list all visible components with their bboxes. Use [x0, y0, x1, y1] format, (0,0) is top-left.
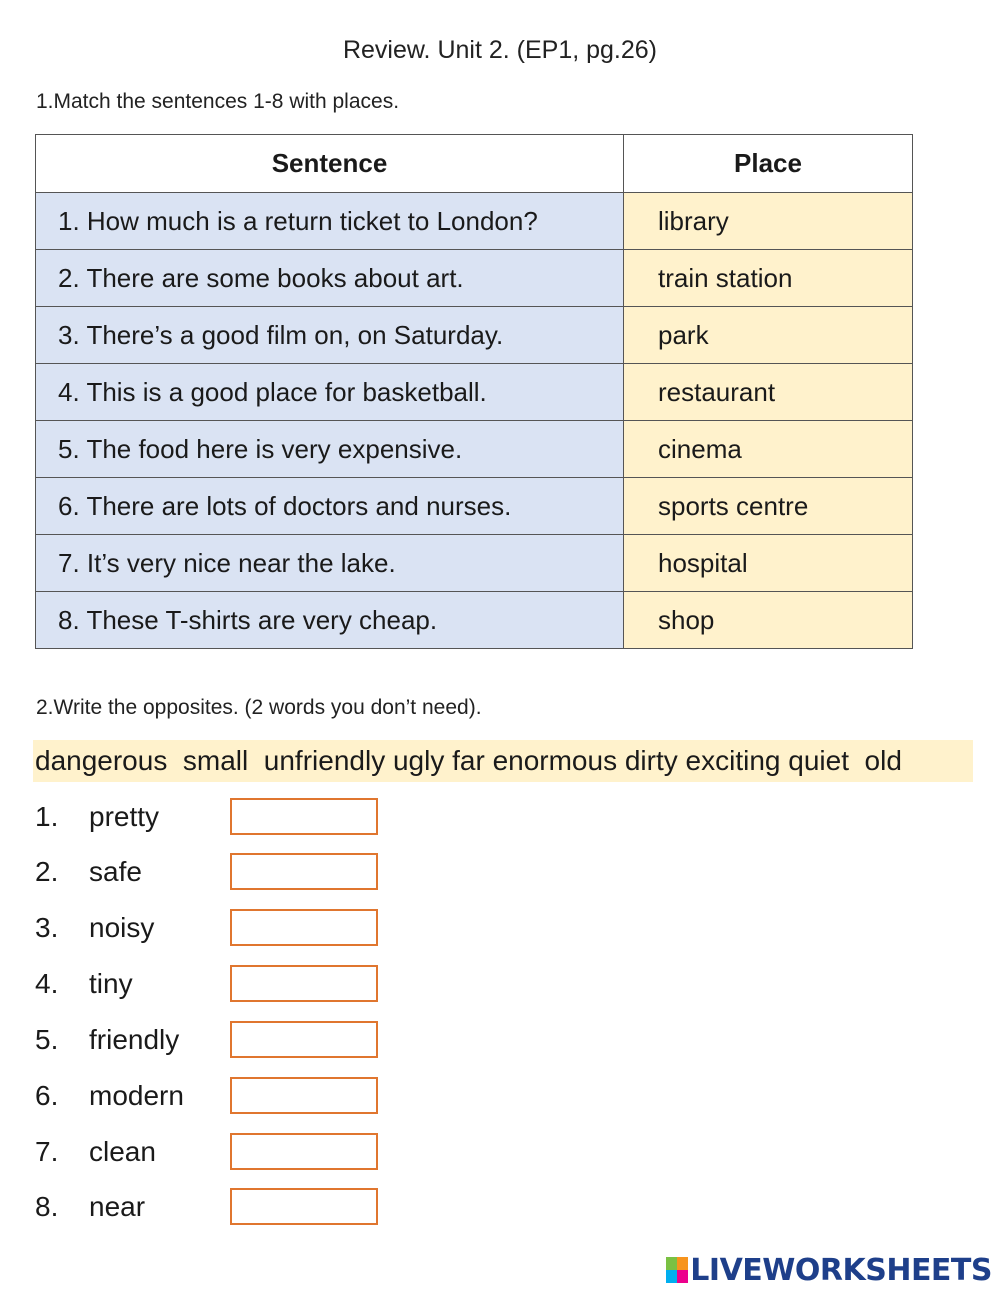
item-word: tiny: [89, 968, 133, 999]
match-table: [35, 134, 913, 649]
item-number: 4.: [35, 968, 59, 999]
place-cell[interactable]: sports centre: [624, 478, 913, 535]
sentence-cell: 7. It’s very nice near the lake.: [36, 535, 624, 592]
answer-input[interactable]: [230, 1021, 378, 1058]
place-column-header: Place: [624, 135, 913, 193]
page-title: Review. Unit 2. (EP1, pg.26): [342, 36, 658, 64]
table-row: [36, 193, 913, 250]
table-row: [36, 364, 913, 421]
exercise-1-instruction: 1.Match the sentences 1-8 with places.: [36, 90, 400, 113]
opposite-item: [35, 1188, 395, 1226]
item-number: 3.: [35, 912, 59, 943]
sentence-cell: 8. These T-shirts are very cheap.: [36, 592, 624, 649]
sentence-cell: 1. How much is a return ticket to London?: [36, 193, 624, 250]
item-number: 6.: [35, 1080, 59, 1111]
table-row: [36, 535, 913, 592]
table-row: [36, 478, 913, 535]
answer-input[interactable]: [230, 1133, 378, 1170]
place-cell[interactable]: library: [624, 193, 913, 250]
item-number: 2.: [35, 856, 59, 887]
word-bank: dangerous small unfriendly ugly far enormous dirty exciting quiet old: [33, 740, 973, 782]
opposite-item: [35, 965, 395, 1003]
place-cell[interactable]: hospital: [624, 535, 913, 592]
place-cell[interactable]: shop: [624, 592, 913, 649]
item-word: safe: [89, 856, 142, 887]
place-cell[interactable]: park: [624, 307, 913, 364]
liveworksheets-logo-icon: [666, 1257, 688, 1283]
place-cell[interactable]: restaurant: [624, 364, 913, 421]
answer-input[interactable]: [230, 1188, 378, 1225]
opposite-item: [35, 798, 395, 836]
sentence-cell: 2. There are some books about art.: [36, 250, 624, 307]
table-row: [36, 592, 913, 649]
brand-name: LIVEWORKSHEETS: [690, 1252, 992, 1288]
answer-input[interactable]: [230, 853, 378, 890]
answer-input[interactable]: [230, 909, 378, 946]
item-word: near: [89, 1191, 146, 1222]
item-number: 1.: [35, 801, 59, 832]
table-header-row: [36, 135, 913, 193]
answer-input[interactable]: [230, 965, 378, 1002]
place-cell[interactable]: cinema: [624, 421, 913, 478]
opposite-item: [35, 909, 395, 947]
sentence-cell: 5. The food here is very expensive.: [36, 421, 624, 478]
exercise-2-instruction: 2.Write the opposites. (2 words you don’t need).: [36, 696, 482, 719]
logo-square: [677, 1270, 688, 1283]
answer-input[interactable]: [230, 1077, 378, 1114]
sentence-column-header: Sentence: [36, 135, 624, 193]
item-word: clean: [89, 1136, 156, 1167]
item-number: 7.: [35, 1136, 59, 1167]
opposite-item: [35, 1077, 395, 1115]
item-word: modern: [89, 1080, 184, 1111]
table-row: [36, 250, 913, 307]
sentence-cell: 3. There’s a good film on, on Saturday.: [36, 307, 624, 364]
sentence-cell: 6. There are lots of doctors and nurses.: [36, 478, 624, 535]
item-word: friendly: [89, 1024, 180, 1055]
item-number: 8.: [35, 1191, 59, 1222]
item-number: 5.: [35, 1024, 59, 1055]
logo-square: [677, 1257, 688, 1270]
answer-input[interactable]: [230, 798, 378, 835]
place-cell[interactable]: train station: [624, 250, 913, 307]
logo-square: [666, 1270, 677, 1283]
item-word: pretty: [89, 801, 160, 832]
table-row: [36, 421, 913, 478]
sentence-cell: 4. This is a good place for basketball.: [36, 364, 624, 421]
liveworksheets-brand: [666, 1252, 992, 1288]
logo-square: [666, 1257, 677, 1270]
opposite-item: [35, 1021, 395, 1059]
opposite-item: [35, 1133, 395, 1171]
item-word: noisy: [89, 912, 155, 943]
table-row: [36, 307, 913, 364]
opposite-item: [35, 853, 395, 891]
